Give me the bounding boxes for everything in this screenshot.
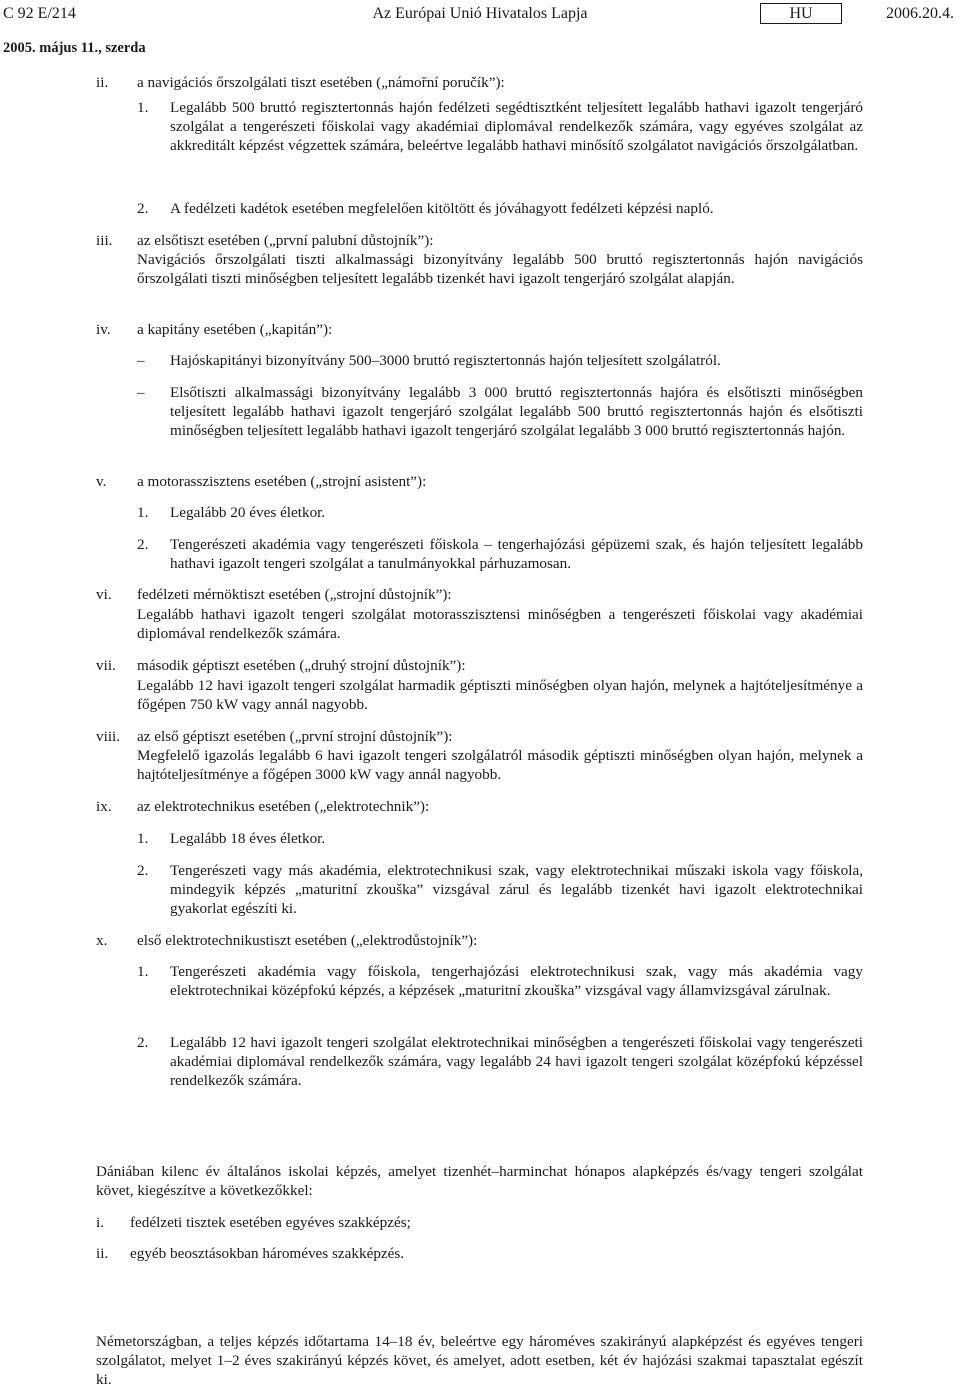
dash-text: Elsőtiszti alkalmassági bizonyítvány legalább 3 000 bruttó regisztertonnás hajóra és elsőtiszti minőségben teljesített legalább hathavi igazolt tengerjáró szolgálat legalább 500 bruttó regisztertonnás hajón és elsőtiszti minőségben teljesített legalább hathavi igazolt tengerjáró szolgálat legalább 3 000 bruttó regisztertonnás hajón. [170,384,863,439]
item-heading: az elektrotechnikus esetében („elektrotechnik”): [137,798,430,815]
sub-number: 2. [137,536,149,553]
item-heading: az elsőtiszt esetében („první palubní důstojník”): [137,232,434,249]
sub-text: Legalább 500 bruttó regisztertonnás hajón fedélzeti segédtisztként teljesített legalább hathavi igazolt tengerjáró szolgálat a tengerészeti főiskolai vagy akadémiai diplomával rendelkezők számára, vagy egyéves szolgálat az akkreditált képzést végzettek számára, beleértve legalább hathavi minősítő szolgálatot navigációs őrszolgálatban. [170,99,863,154]
sub-number: 2. [137,200,149,217]
item-heading: az első géptiszt esetében („první strojní důstojník”): [137,728,453,745]
paragraph: Németországban, a teljes képzés időtartama 14–18 év, beleértve egy hároméves szakirányú alapképzést és egyéves tengeri szolgálatot, melyet 1–2 éves szakirányú képzés követ, és amelyet, adott esetben, két év hajózási szakmai tapasztalat egészít ki. [96,1333,863,1388]
item-number: x. [96,932,108,949]
item-number: ix. [96,798,112,815]
paragraph: Dániában kilenc év általános iskolai képzés, amelyet tizenhét–harminchat hónapos alapképzés és/vagy tengeri szolgálat követ, kiegészítve a következőkkel: [96,1163,863,1199]
item-heading: második géptiszt esetében („druhý strojní důstojník”): [137,657,466,674]
sub-text: Tengerészeti vagy más akadémia, elektrotechnikusi szak, vagy elektrotechnikai műszaki iskola vagy főiskola, mindegyik képzés „maturitní zkouška” vizsgával zárul és legalább tizenkét havi igazolt elektrotechnikai gyakorlat egészíti ki. [170,862,863,917]
sub-number: 2. [137,1034,149,1051]
item-heading: fedélzeti mérnöktiszt esetében („strojní důstojník”): [137,586,452,603]
page-header [0,2,960,24]
dash-marker: – [137,352,145,369]
sub-text: Legalább 12 havi igazolt tengeri szolgálat elektrotechnikai minőségben a tengerészeti főiskolai vagy tengerészeti akadémiai diplomával rendelkezők számára, vagy legalább 24 havi igazolt tengeri szolgálat középfokú képzéssel rendelkezők számára. [170,1034,863,1089]
sub-text: Tengerészeti akadémia vagy főiskola, tengerhajózási elektrotechnikusi szak, vagy más akadémia vagy elektrotechnikai középfokú képzés, a képzések „maturitní zkouška” vizsgával vagy államvizsgával zárulnak. [170,963,863,999]
item-number: vi. [96,586,112,603]
sub-text: Tengerészeti akadémia vagy tengerészeti főiskola – tengerhajózási gépüzemi szak, és hajón teljesített legalább hathavi igazolt tengeri szolgálat a tanulmányokkal párhuzamosan. [170,536,863,572]
language-box: HU [760,3,842,24]
item-heading: a motorasszisztens esetében („strojní asistent”): [137,473,427,490]
item-number: iv. [96,321,111,338]
sub-number: 1. [137,504,149,521]
item-text: Legalább 12 havi igazolt tengeri szolgálat harmadik géptiszti minőségben olyan hajón, melynek a hajtóteljesítménye a főgépen 750 kW vagy annál nagyobb. [137,677,863,713]
sub-number: 1. [137,963,149,980]
item-heading: a navigációs őrszolgálati tiszt esetében („námořní poručík”): [137,74,505,91]
item-text: Navigációs őrszolgálati tiszti alkalmassági bizonyítvány legalább 500 bruttó regisztertonnás hajón navigációs őrszolgálati tiszti minőségben teljesített legalább tizenkét havi igazolt tengerjáró szolgálat alapján. [137,251,863,287]
dash-text: Hajóskapitányi bizonyítvány 500–3000 bruttó regisztertonnás hajón teljesített szolgálatról. [170,352,721,369]
dash-marker: – [137,384,145,401]
sub-number: 2. [137,862,149,879]
sub-number: 1. [137,830,149,847]
list-text: fedélzeti tisztek esetében egyéves szakképzés; [130,1214,411,1231]
list-number: ii. [96,1245,109,1262]
item-number: ii. [96,74,109,91]
journal-code: C 92 E/214 [3,5,76,22]
item-text: Megfelelő igazolás legalább 6 havi igazolt tengeri szolgálatról második géptiszti minőségben olyan hajón, melynek a hajtóteljesítménye a főgépen 3000 kW vagy annál nagyobb. [137,747,863,783]
publication-date: 2006.20.4. [886,5,954,22]
journal-title: Az Európai Unió Hivatalos Lapja [372,5,588,22]
item-number: iii. [96,232,113,249]
item-text: Legalább hathavi igazolt tengeri szolgálat motorasszisztensi minőségben a tengerészeti főiskolai vagy akadémiai diplomával rendelkezők számára. [137,606,863,642]
item-number: v. [96,473,107,490]
item-number: vii. [96,657,116,674]
session-date: 2005. május 11., szerda [3,40,146,56]
item-heading: első elektrotechnikustiszt esetében („elektrodůstojník”): [137,932,478,949]
list-number: i. [96,1214,105,1231]
sub-text: Legalább 20 éves életkor. [170,504,326,521]
sub-number: 1. [137,99,149,116]
sub-text: Legalább 18 éves életkor. [170,830,326,847]
item-number: viii. [96,728,121,745]
sub-text: A fedélzeti kadétok esetében megfelelően kitöltött és jóváhagyott fedélzeti képzési napló. [170,200,714,217]
list-text: egyéb beosztásokban hároméves szakképzés. [130,1245,405,1262]
item-heading: a kapitány esetében („kapitán”): [137,321,333,338]
